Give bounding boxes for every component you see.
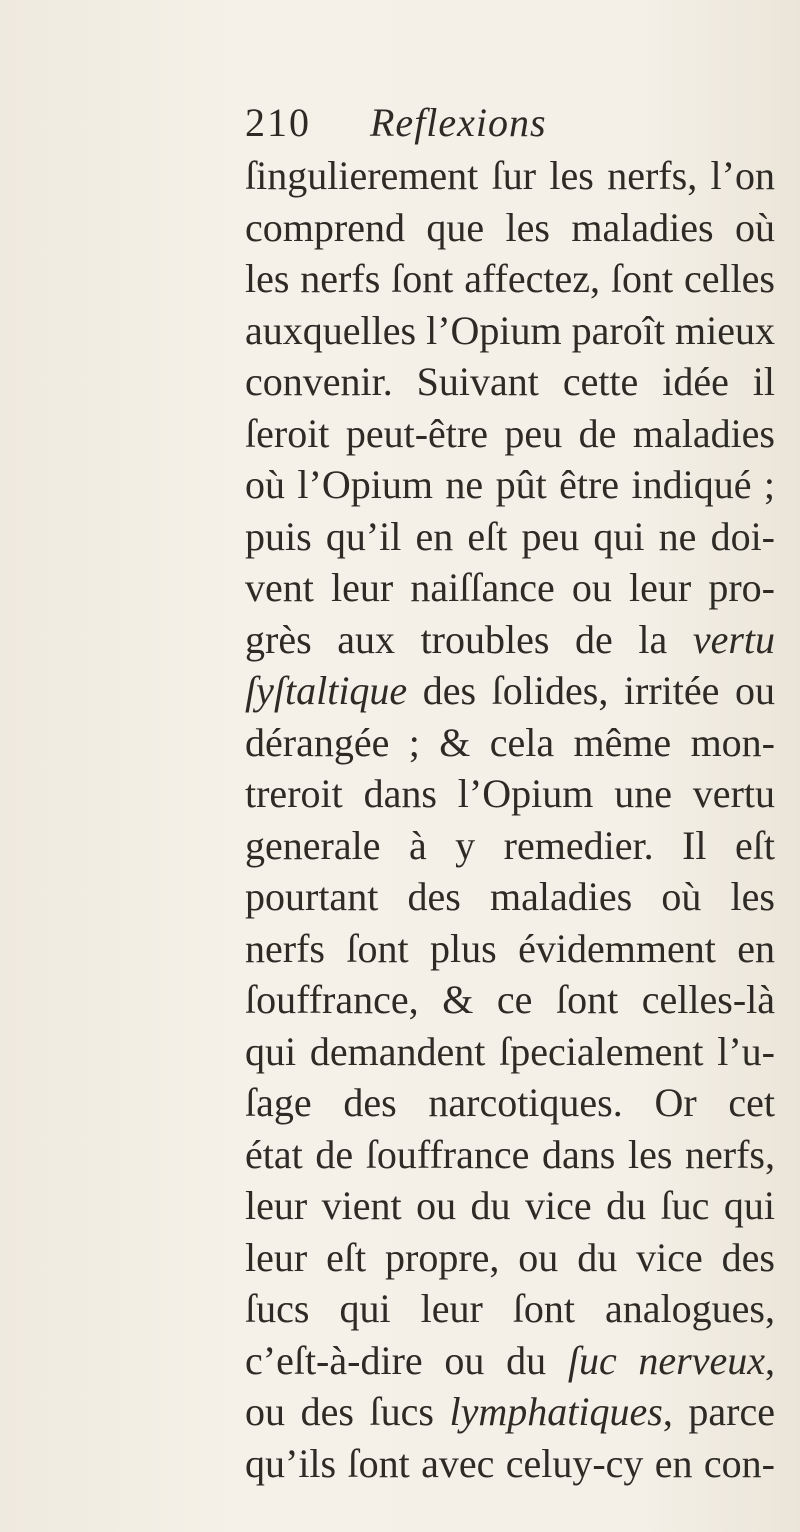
text-segment: ou des ſucs — [245, 1389, 450, 1434]
text-segment: ſingulierement ſur les nerfs, l’on — [245, 153, 775, 198]
text-segment: puis qu’il en eſt peu qui ne doi- — [245, 513, 775, 559]
text-segment: qui demandent ſpecialement l’u- — [245, 1028, 775, 1074]
italic-term: lymphatiques — [449, 1389, 663, 1434]
text-line — [245, 665, 775, 717]
text-segment: treroit dans l’Opium une vertu — [245, 771, 775, 816]
text-segment: les nerfs ſont affectez, ſont celles — [245, 256, 775, 301]
text-line — [245, 923, 775, 975]
text-segment: pourtant des maladies où les — [245, 874, 775, 919]
running-title: Reflexions — [370, 100, 547, 145]
text-segment: grès aux troubles de la — [245, 616, 693, 662]
text-line — [245, 511, 775, 563]
text-line — [245, 768, 775, 820]
text-segment: où l’Opium ne pût être indiqué ; — [245, 462, 775, 507]
text-segment: leur vient ou du vice du ſuc qui — [245, 1183, 775, 1228]
text-segment: c’eſt-à-dire ou du — [245, 1337, 568, 1383]
text-segment: état de ſouffrance dans les nerfs, — [245, 1131, 775, 1177]
text-segment: nerfs ſont plus évidemment en — [245, 925, 775, 971]
text-segment: auxquelles l’Opium paroît mieux — [245, 307, 775, 353]
text-line — [245, 562, 775, 614]
text-line — [245, 717, 775, 769]
text-line — [245, 871, 775, 923]
text-line — [245, 1129, 775, 1181]
text-line — [245, 459, 775, 511]
text-segment: des ſolides, irritée ou — [407, 668, 775, 713]
text-segment: ſouffrance, & ce ſont celles-là — [245, 977, 775, 1022]
text-segment: , — [765, 1337, 775, 1383]
text-segment: ſeroit peut-être peu de maladies — [245, 410, 775, 456]
text-segment: qu’ils ſont avec celuy-cy en con- — [245, 1440, 775, 1486]
text-line — [245, 820, 775, 872]
italic-term: ſuc nerveux — [567, 1337, 766, 1383]
text-segment: leur eſt propre, ou du vice des — [245, 1234, 775, 1280]
text-segment: ſage des narcotiques. Or cet — [245, 1080, 775, 1125]
text-line — [245, 356, 775, 408]
text-segment: ſucs qui leur ſont analogues, — [245, 1286, 775, 1331]
text-line — [245, 1026, 775, 1078]
text-line — [245, 305, 775, 357]
text-segment: convenir. Suivant cette idée il — [245, 359, 775, 404]
text-line — [245, 408, 775, 460]
text-line — [245, 614, 775, 666]
text-line — [245, 974, 775, 1026]
text-segment: dérangée ; & cela même mon- — [245, 719, 775, 765]
text-segment: comprend que les maladies où — [245, 204, 775, 250]
text-segment: , parce — [662, 1389, 775, 1434]
italic-term: ſyſtaltique — [245, 668, 408, 713]
page-number: 210 — [245, 100, 311, 145]
body-text — [245, 150, 775, 1489]
text-line — [245, 1283, 775, 1335]
text-line — [245, 150, 775, 202]
text-line — [245, 1335, 775, 1387]
text-segment: generale à y remedier. Il eſt — [245, 822, 775, 868]
page-header — [245, 98, 765, 148]
text-line — [245, 1438, 775, 1490]
text-line — [245, 1077, 775, 1129]
text-line — [245, 1232, 775, 1284]
text-line — [245, 253, 775, 305]
italic-term: vertu — [692, 616, 775, 662]
text-line — [245, 1386, 775, 1438]
text-segment: vent leur naiſſance ou leur pro- — [245, 565, 775, 610]
text-line — [245, 202, 775, 254]
text-line — [245, 1180, 775, 1232]
